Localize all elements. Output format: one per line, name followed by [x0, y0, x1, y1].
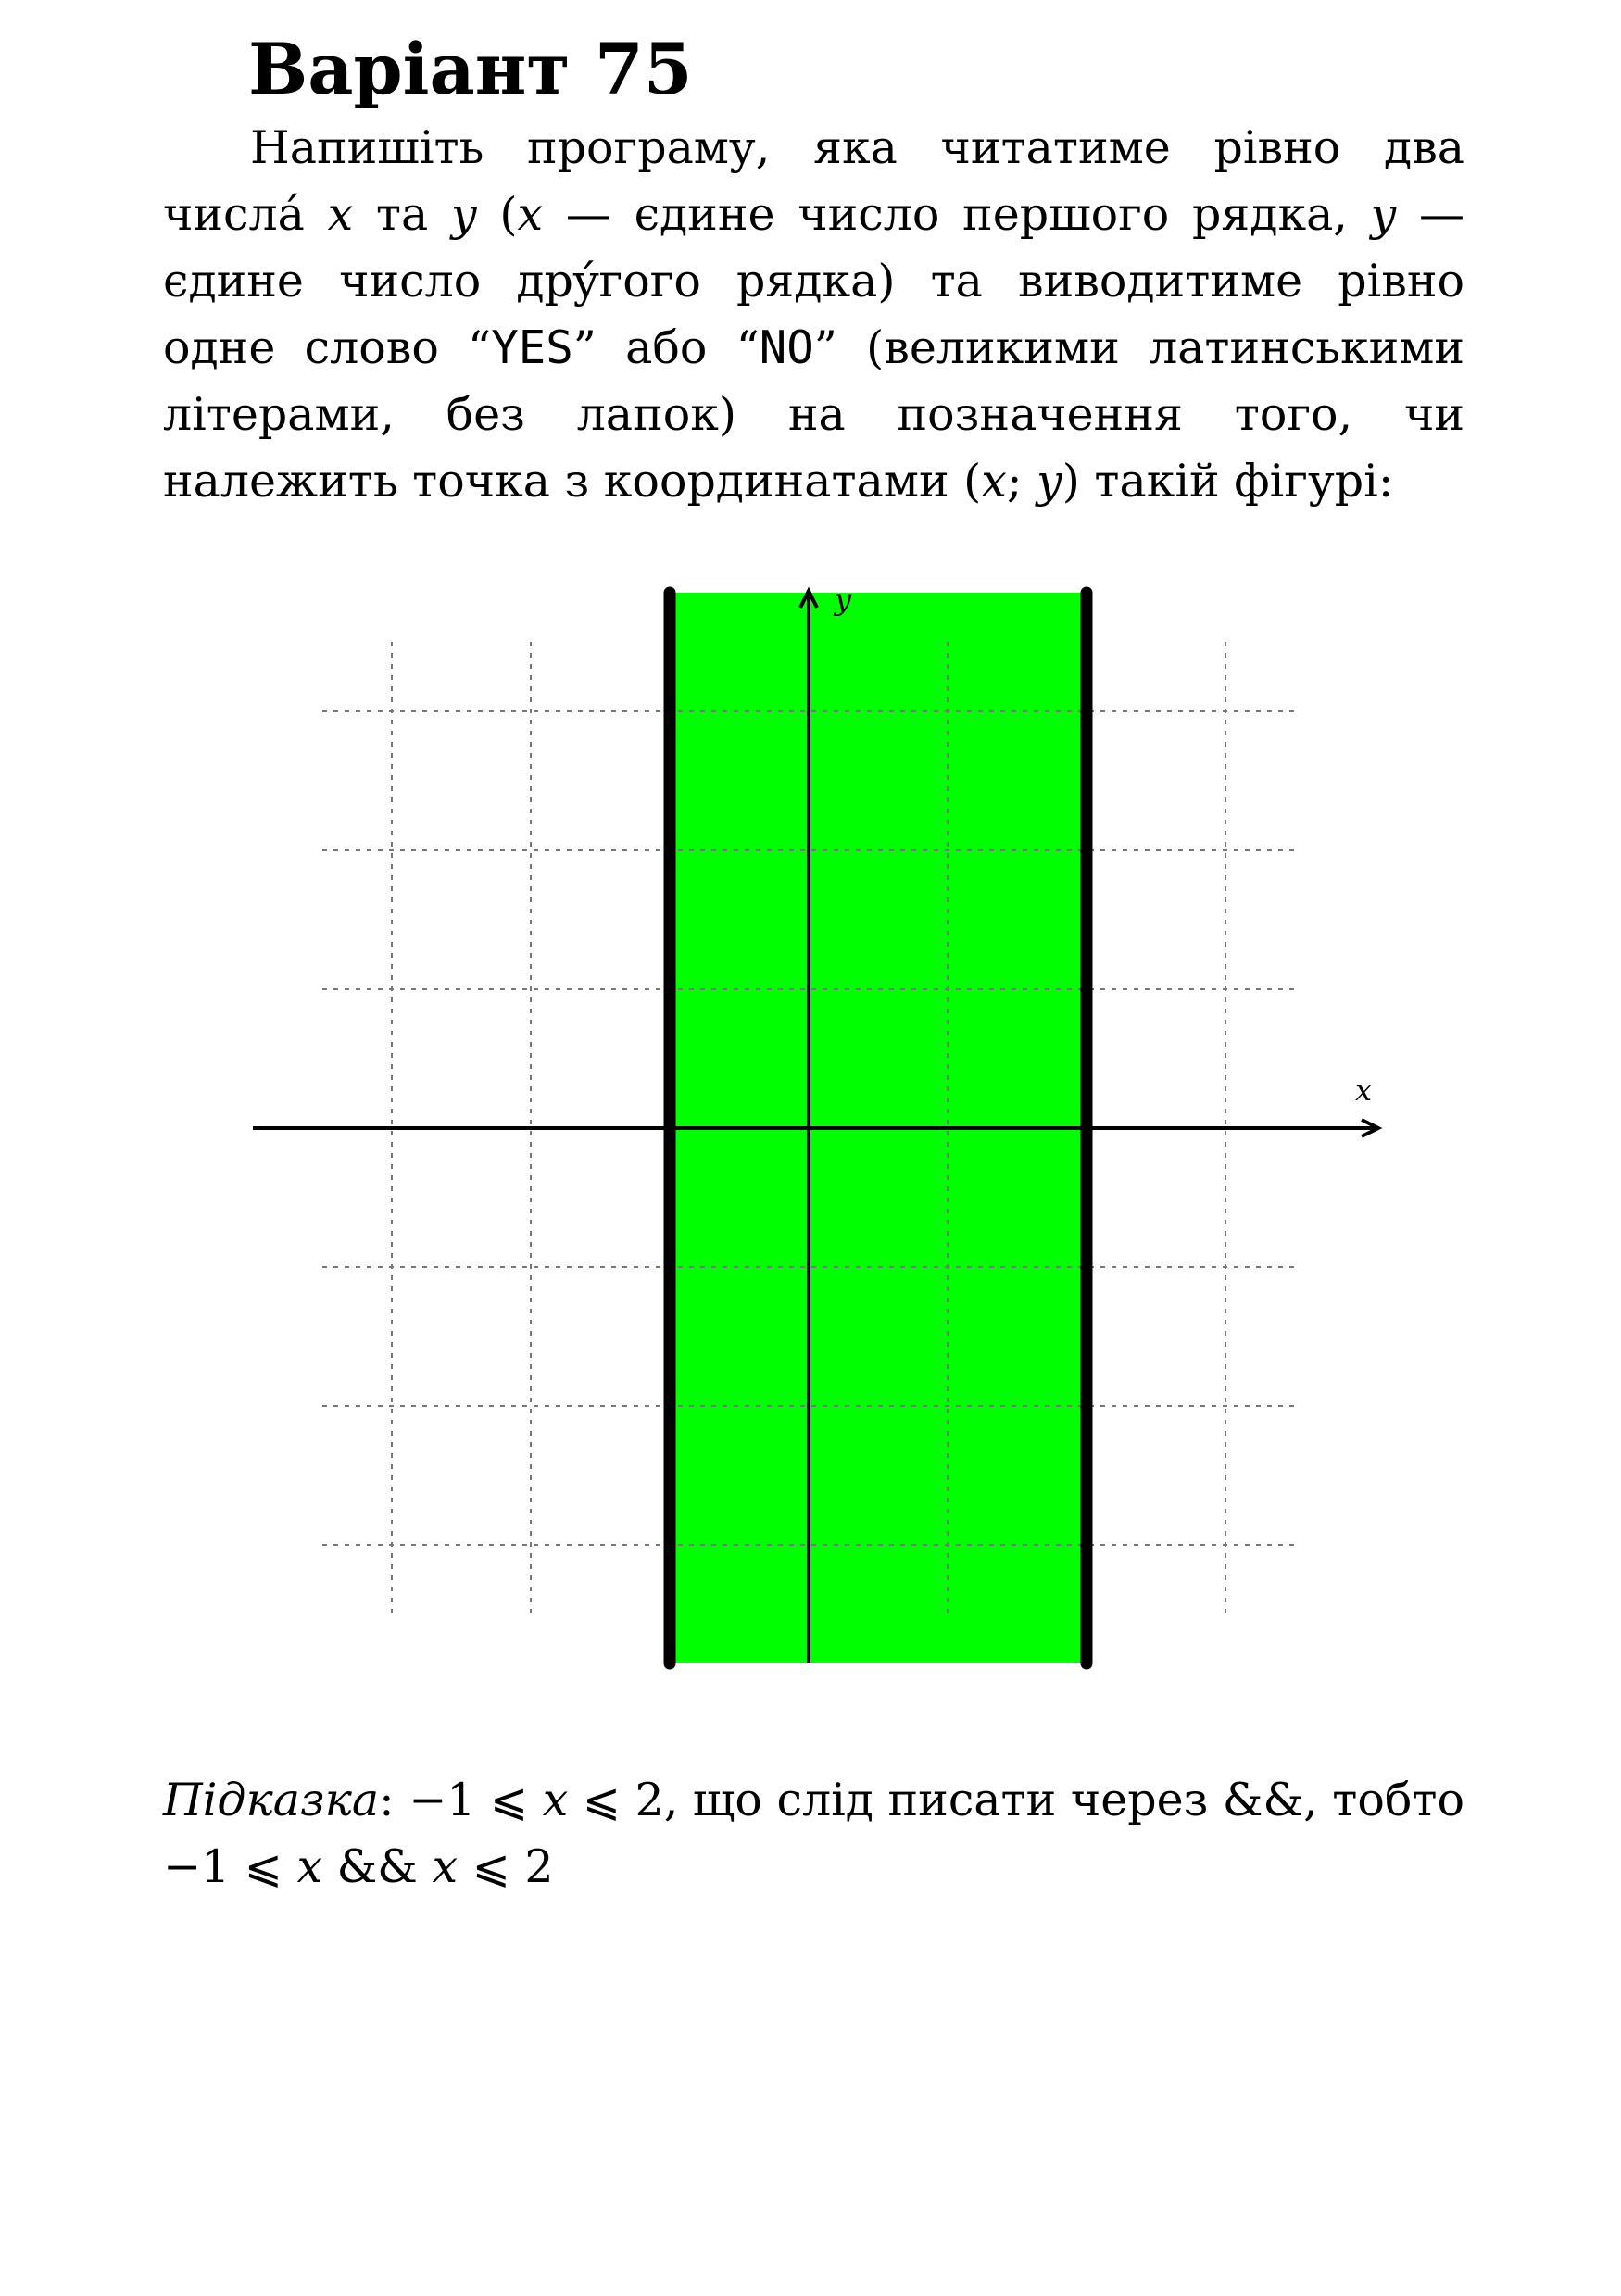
- problem-statement: Напишіть програму, яка читатиме рівно два числá x та y (x — єдине число першого рядка, y — єдине число дрýгого рядка) та виводитиме рівно одне слово “YES” або “NO” (великими латинськими літерами, без лапок) на позначення того, чи належить точка з координатами (x; y) такій фігурі:: [163, 121, 1465, 508]
- y-axis-label: y: [835, 582, 852, 617]
- yes-word: YES: [491, 321, 573, 374]
- x-axis-label: x: [1355, 1073, 1373, 1108]
- no-word: NO: [759, 321, 814, 374]
- hint-label: Підказка: [163, 1774, 380, 1826]
- hint: Підказка: −1 ⩽ x ⩽ 2, що слід писати через &&, тобто −1 ⩽ x && x ⩽ 2: [163, 1774, 1464, 1893]
- page-title: Варіант 75: [248, 28, 693, 110]
